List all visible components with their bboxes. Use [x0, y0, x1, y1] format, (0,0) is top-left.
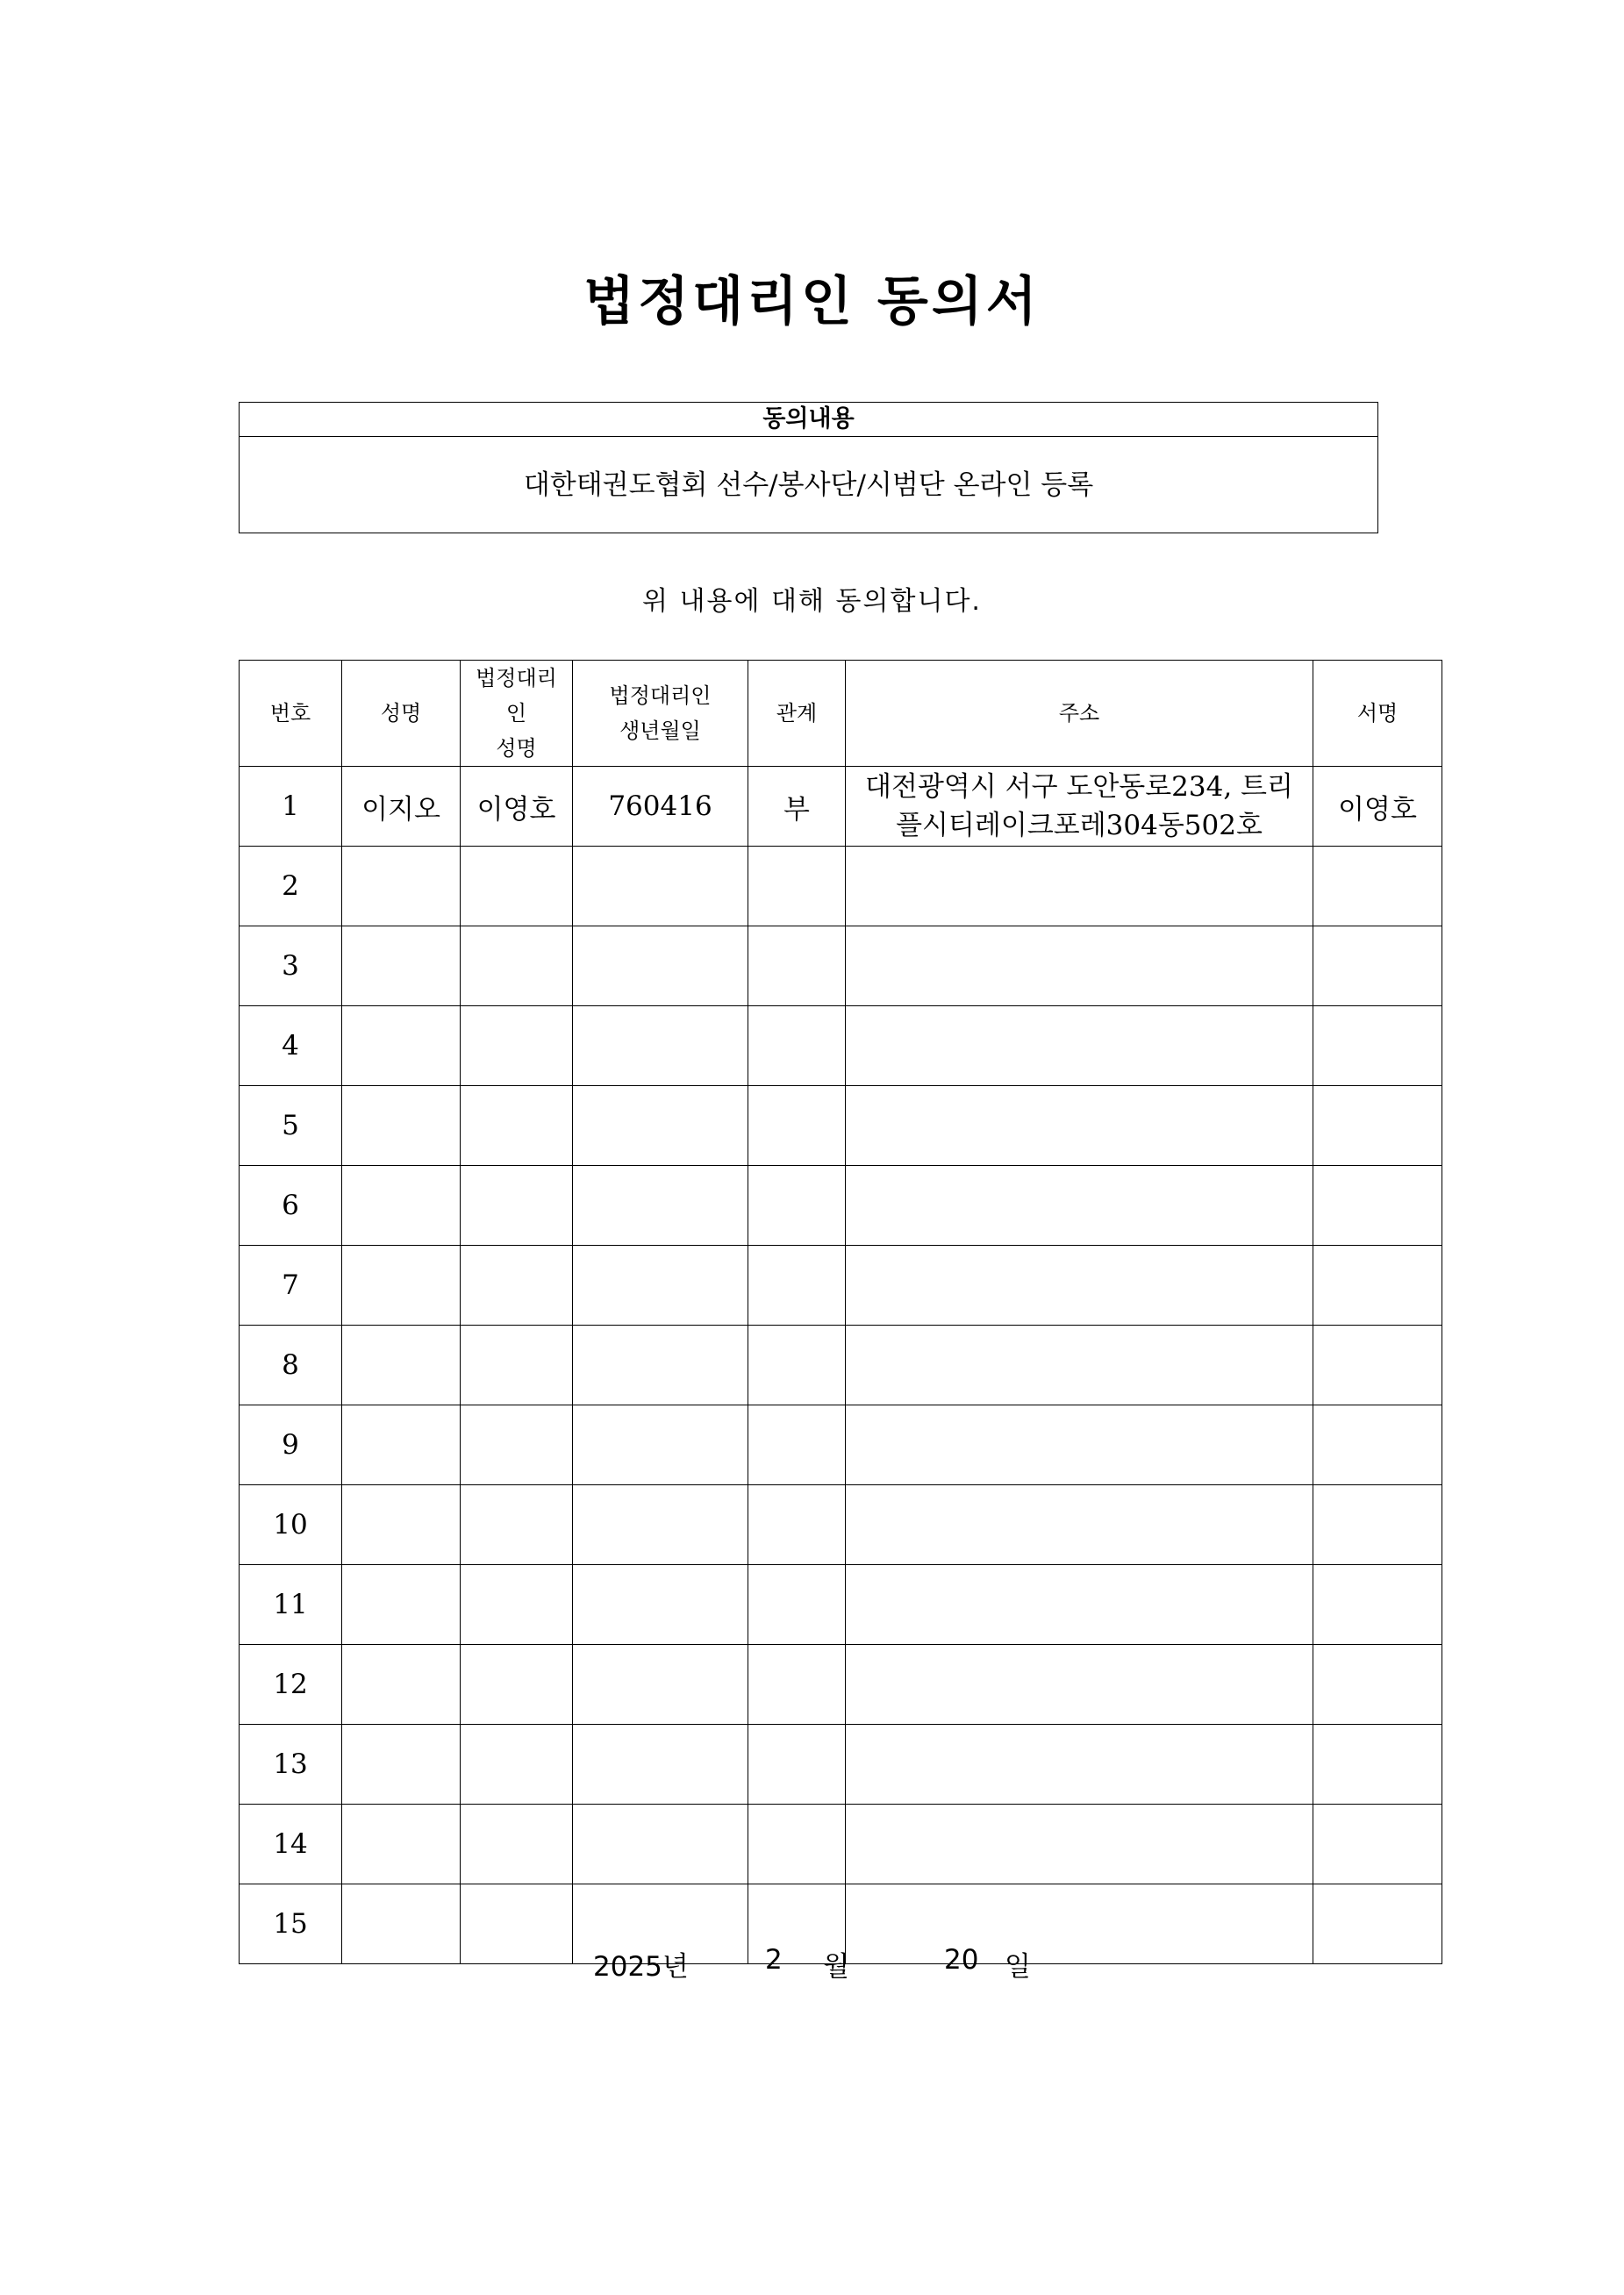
- cell-guardian-name: [461, 1884, 573, 1964]
- table-row: [240, 1006, 1442, 1086]
- cell-name: [342, 1565, 461, 1645]
- cell-guardian-name: [461, 1405, 573, 1485]
- cell-name: [342, 1725, 461, 1805]
- cell-guardian-birth: [573, 1006, 748, 1086]
- consent-content: 대한태권도협회 선수/봉사단/시범단 온라인 등록: [523, 469, 1094, 501]
- table-row: [240, 1725, 1442, 1805]
- cell-relation: [748, 1805, 846, 1884]
- header-guardian-name-line1: 법정대리: [476, 666, 557, 690]
- cell-guardian-name: [461, 1246, 573, 1326]
- cell-guardian-name: [461, 1805, 573, 1884]
- cell-relation: [748, 1246, 846, 1326]
- cell-signature: [1313, 1006, 1442, 1086]
- cell-signature: [1313, 1725, 1442, 1805]
- cell-name: [342, 1246, 461, 1326]
- cell-name: [342, 847, 461, 926]
- cell-relation: [748, 1166, 846, 1246]
- cell-relation: [748, 1725, 846, 1805]
- cell-name: [342, 1884, 461, 1964]
- date-year: 2025년: [593, 1951, 689, 1983]
- cell-number: 2: [240, 847, 342, 926]
- cell-signature: [1313, 1086, 1442, 1166]
- table-row: [240, 767, 1442, 847]
- header-number: 번호: [240, 661, 342, 767]
- cell-relation: [748, 1485, 846, 1565]
- cell-relation: [748, 1086, 846, 1166]
- cell-signature: [1313, 1485, 1442, 1565]
- cell-number: 4: [240, 1006, 342, 1086]
- cell-address: [846, 847, 1313, 926]
- cell-signature: [1313, 1565, 1442, 1645]
- page-title: 법정대리인 동의서: [583, 271, 1041, 332]
- cell-guardian-birth: [573, 1405, 748, 1485]
- cell-signature: [1313, 1405, 1442, 1485]
- cell-guardian-name: [461, 926, 573, 1006]
- table-row: [240, 1805, 1442, 1884]
- cell-guardian-birth: [573, 1645, 748, 1725]
- header-signature: 서명: [1313, 661, 1442, 767]
- date-month-unit: 월: [823, 1951, 849, 1983]
- cell-relation: [748, 1405, 846, 1485]
- table-row: [240, 1405, 1442, 1485]
- cell-guardian-birth: [573, 1086, 748, 1166]
- header-address: 주소: [846, 661, 1313, 767]
- cell-address: [846, 1725, 1313, 1805]
- cell-relation: [748, 926, 846, 1006]
- cell-address: [846, 767, 1313, 847]
- cell-guardian-name: [461, 1725, 573, 1805]
- cell-guardian-birth: [573, 1485, 748, 1565]
- cell-guardian-name: [461, 847, 573, 926]
- cell-address: [846, 926, 1313, 1006]
- table-row: [240, 1166, 1442, 1246]
- table-row: [240, 847, 1442, 926]
- cell-name: [342, 1405, 461, 1485]
- cell-name: [342, 1166, 461, 1246]
- cell-guardian-birth: [573, 847, 748, 926]
- cell-signature: [1313, 1166, 1442, 1246]
- cell-name: [342, 1006, 461, 1086]
- table-row: [240, 1645, 1442, 1725]
- cell-number: 15: [240, 1884, 342, 1964]
- date-day-unit: 일: [1005, 1951, 1031, 1983]
- cell-signature: [1313, 1645, 1442, 1725]
- cell-guardian-name: 이영호: [461, 767, 573, 847]
- cell-number: 12: [240, 1645, 342, 1725]
- cell-guardian-birth: [573, 1725, 748, 1805]
- cell-address: [846, 1326, 1313, 1405]
- cell-address: [846, 1405, 1313, 1485]
- header-guardian-name: [461, 661, 573, 767]
- agreement-text: 위 내용에 대해 동의합니다.: [642, 586, 982, 617]
- cell-guardian-birth: [573, 926, 748, 1006]
- header-guardian-birth-line2: 생년월일: [619, 719, 701, 743]
- date-month: 2: [765, 1944, 783, 1976]
- cell-number: 14: [240, 1805, 342, 1884]
- cell-signature: [1313, 1246, 1442, 1326]
- cell-signature: [1313, 1326, 1442, 1405]
- cell-guardian-birth: 760416: [573, 767, 748, 847]
- roster-table: [239, 660, 1442, 1964]
- cell-guardian-name: [461, 1485, 573, 1565]
- cell-address: [846, 1086, 1313, 1166]
- cell-address: [846, 1166, 1313, 1246]
- cell-name: [342, 1485, 461, 1565]
- cell-number: 9: [240, 1405, 342, 1485]
- consent-box: [239, 402, 1378, 533]
- cell-address: [846, 1246, 1313, 1326]
- cell-relation: 부: [748, 767, 846, 847]
- cell-address: [846, 1485, 1313, 1565]
- cell-address: [846, 1805, 1313, 1884]
- cell-signature: [1313, 1884, 1442, 1964]
- table-row: [240, 1326, 1442, 1405]
- table-header-row: [240, 661, 1442, 767]
- header-relation: 관계: [748, 661, 846, 767]
- table-row: [240, 1485, 1442, 1565]
- header-guardian-birth-line1: 법정대리인: [609, 683, 712, 708]
- cell-address-line2: 플시티레이크포레304동502호: [896, 810, 1263, 841]
- cell-number: 8: [240, 1326, 342, 1405]
- cell-number: 10: [240, 1485, 342, 1565]
- header-guardian-name-line2: 인: [505, 701, 527, 726]
- consent-heading: 동의내용: [240, 403, 1377, 437]
- cell-guardian-name: [461, 1166, 573, 1246]
- cell-relation: [748, 847, 846, 926]
- cell-signature: [1313, 1805, 1442, 1884]
- cell-guardian-name: [461, 1326, 573, 1405]
- cell-address-line1: 대전광역시 서구 도안동로234, 트리: [865, 771, 1293, 803]
- cell-relation: [748, 1326, 846, 1405]
- cell-name: [342, 1086, 461, 1166]
- cell-address: [846, 1565, 1313, 1645]
- cell-name: 이지오: [342, 767, 461, 847]
- cell-name: [342, 1805, 461, 1884]
- cell-signature: [1313, 847, 1442, 926]
- cell-relation: [748, 1565, 846, 1645]
- cell-number: 5: [240, 1086, 342, 1166]
- cell-signature: [1313, 926, 1442, 1006]
- cell-guardian-name: [461, 1565, 573, 1645]
- cell-number: 6: [240, 1166, 342, 1246]
- cell-guardian-birth: [573, 1565, 748, 1645]
- cell-name: [342, 1645, 461, 1725]
- table-row: [240, 926, 1442, 1006]
- cell-address: [846, 1645, 1313, 1725]
- cell-name: [342, 926, 461, 1006]
- table-row: [240, 1565, 1442, 1645]
- cell-guardian-birth: [573, 1805, 748, 1884]
- cell-number: 13: [240, 1725, 342, 1805]
- cell-address: [846, 1006, 1313, 1086]
- cell-guardian-birth: [573, 1166, 748, 1246]
- cell-guardian-name: [461, 1645, 573, 1725]
- cell-relation: [748, 1645, 846, 1725]
- header-name: 성명: [342, 661, 461, 767]
- table-row: [240, 1246, 1442, 1326]
- cell-relation: [748, 1006, 846, 1086]
- cell-guardian-birth: [573, 1246, 748, 1326]
- header-guardian-birth: [573, 661, 748, 767]
- date-day: 20: [944, 1944, 979, 1976]
- cell-number: 7: [240, 1246, 342, 1326]
- cell-number: 11: [240, 1565, 342, 1645]
- cell-guardian-birth: [573, 1326, 748, 1405]
- cell-number: 1: [240, 767, 342, 847]
- cell-signature: 이영호: [1313, 767, 1442, 847]
- cell-address: [846, 1884, 1313, 1964]
- cell-guardian-name: [461, 1086, 573, 1166]
- cell-number: 3: [240, 926, 342, 1006]
- table-row: [240, 1086, 1442, 1166]
- cell-name: [342, 1326, 461, 1405]
- header-guardian-name-line3: 성명: [496, 736, 537, 761]
- cell-guardian-name: [461, 1006, 573, 1086]
